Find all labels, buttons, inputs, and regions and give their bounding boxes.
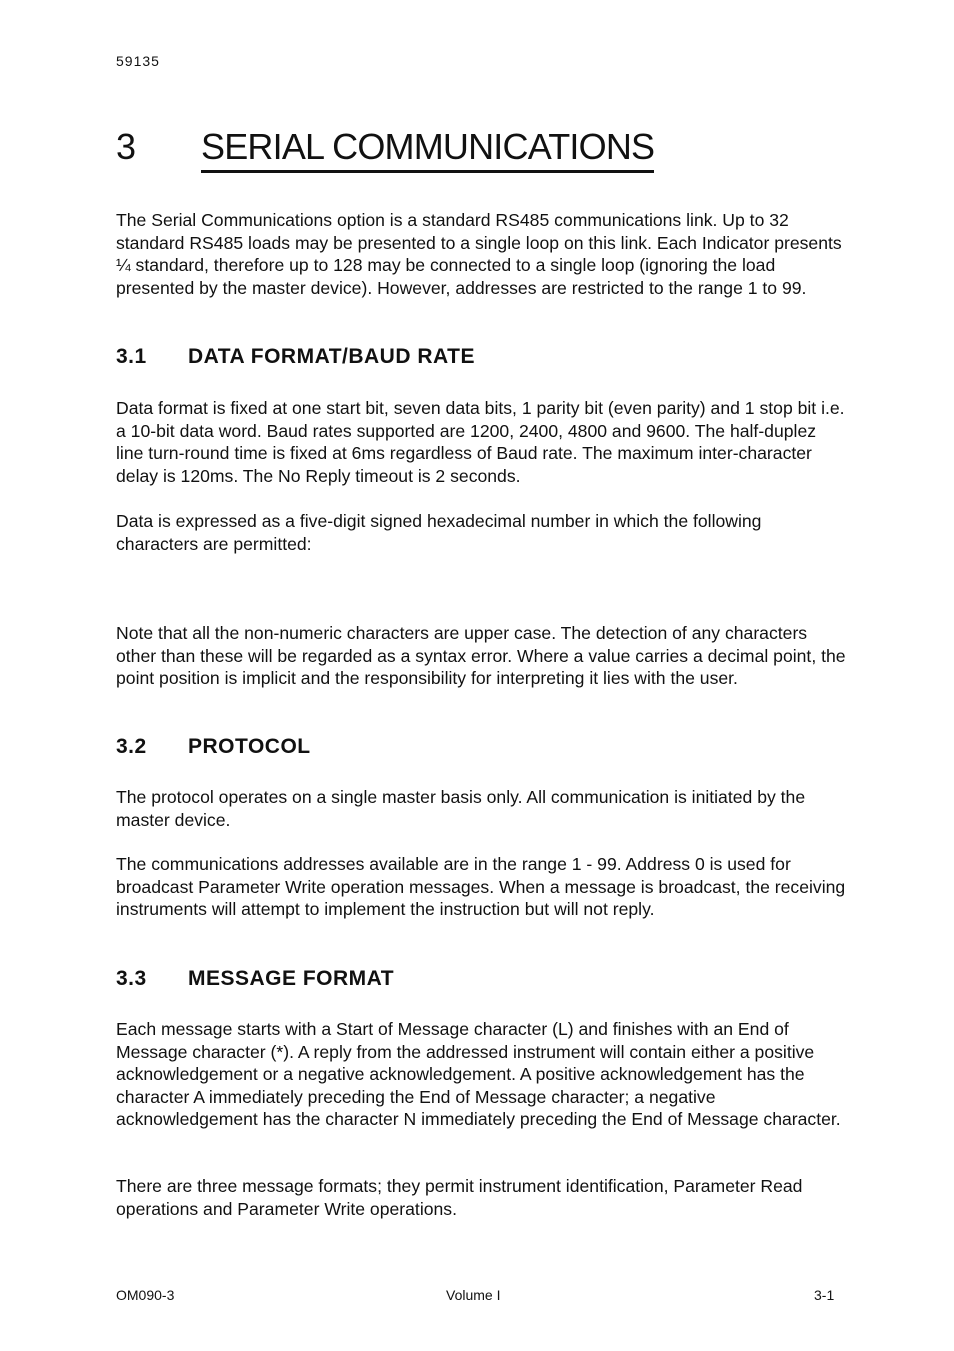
section-heading-3-2 <box>116 734 311 760</box>
intro-paragraph: The Serial Communications option is a standard RS485 communications link. Up to 32 standard RS485 loads may be presented to a single loop on this link. Each Indicator presents ¼ standard, therefore up to 128 may be connected to a single loop (ignoring the load presented by the master device). However, addresses are restricted to the range 1 to 99. <box>116 210 842 298</box>
chapter-heading <box>116 125 816 175</box>
footer-volume: Volume I <box>446 1287 501 1303</box>
section-heading-3-3 <box>116 966 394 992</box>
paragraph-data-expression: Data is expressed as a five-digit signed hexadecimal number in which the following characters are permitted: <box>116 511 762 554</box>
paragraph-addresses: The communications addresses available are in the range 1 - 99. Address 0 is used for broadcast Parameter Write operation messages. When a message is broadcast, the receiving instruments will attempt to implement the instruction but will not reply. <box>116 854 846 920</box>
footer-page-number: 3-1 <box>814 1287 835 1303</box>
paragraph-message-format: Each message starts with a Start of Message character (L) and finishes with an End of Message character (*). A reply from the addressed instrument will contain either a positive acknowledgement or a negative acknowledgement. A positive acknowledgement has the character A immediately preceding the End of Message character; a negative acknowledgement has the character N immediately preceding the End of Message character. <box>116 1019 841 1130</box>
chapter-number: 3 <box>116 126 137 167</box>
section-number: 3.2 <box>116 735 147 758</box>
paragraph-data-format: Data format is fixed at one start bit, seven data bits, 1 parity bit (even parity) and 1 stop bit i.e. a 10-bit data word. Baud rates supported are 1200, 2400, 4800 and 9600. The half-duplez line turn-round time is fixed at 6ms regardless of Baud rate. The maximum inter-character delay is 120ms. The No Reply timeout is 2 seconds. <box>116 398 845 486</box>
section-number: 3.3 <box>116 967 147 990</box>
paragraph-three-formats: There are three message formats; they permit instrument identification, Parameter Read operations and Parameter Write operations. <box>116 1176 803 1219</box>
paragraph-protocol: The protocol operates on a single master basis only. All communication is initiated by the master device. <box>116 787 806 830</box>
chapter-title: SERIAL COMMUNICATIONS <box>201 125 654 173</box>
section-number: 3.1 <box>116 345 147 368</box>
section-title: MESSAGE FORMAT <box>188 967 395 990</box>
section-title: DATA FORMAT/BAUD RATE <box>188 345 475 368</box>
section-title: PROTOCOL <box>188 735 311 758</box>
section-heading-3-1 <box>116 344 475 370</box>
paragraph-note: Note that all the non-numeric characters are upper case. The detection of any characters other than these will be regarded as a syntax error. Where a value carries a decimal point, the point position is implicit and the responsibility for interpreting it lies with the user. <box>116 623 846 689</box>
footer-doc-ref: OM090-3 <box>116 1287 175 1303</box>
document-number: 59135 <box>116 53 160 69</box>
